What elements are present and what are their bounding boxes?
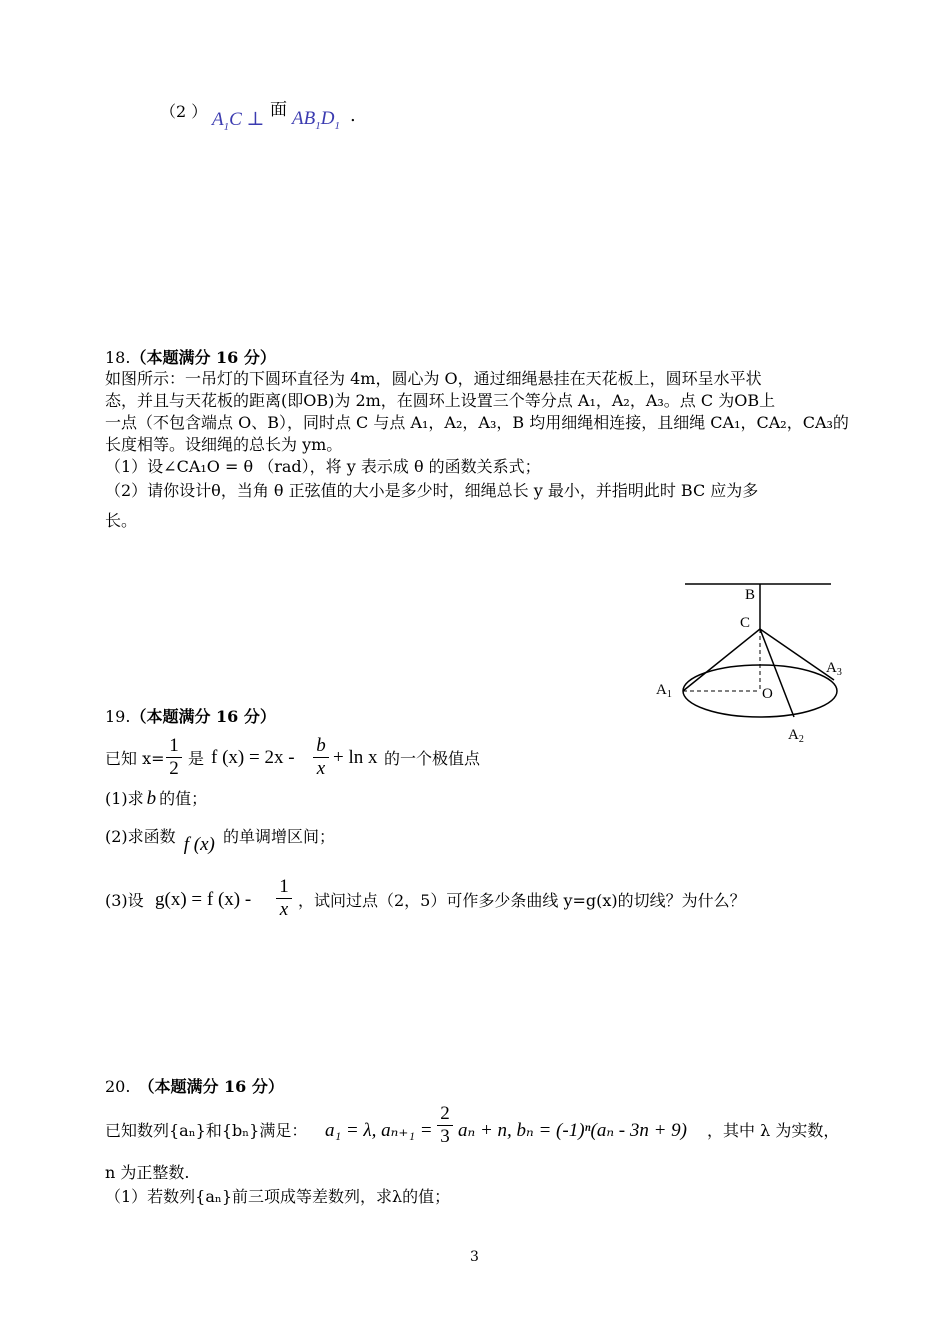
q20-given-suffix: ，其中 λ 为实数， bbox=[707, 1121, 840, 1140]
label-a1: $A_1$ bbox=[656, 682, 672, 700]
q18-part2a: （2）请你设计θ，当角 θ 正弦值的大小是多少时，细绳总长 y 最小，并指明此时 BC 应为多 bbox=[105, 481, 759, 500]
q19-heading: 19.（本题满分 16 分） bbox=[105, 707, 276, 726]
label-b: B bbox=[745, 587, 756, 603]
q18-line1: 如图所示：一吊灯的下圆环直径为 4m，圆心为 O，通过细绳悬挂在天花板上，圆环呈水平状 bbox=[105, 369, 762, 388]
q20-part1: （1）若数列{aₙ}前三项成等差数列，求λ的值； bbox=[105, 1187, 451, 1206]
perp-symbol: ⊥ bbox=[246, 109, 265, 130]
q17-c: C bbox=[229, 109, 242, 130]
chandelier-figure bbox=[650, 575, 870, 755]
q19-half-fraction: $\frac{1}{2}$ bbox=[166, 735, 182, 780]
q18-body bbox=[105, 368, 850, 532]
q20-fraction: $\frac{2}{3}$ bbox=[437, 1103, 453, 1148]
q18-line4: 长度相等。设细绳的总长为 ym。 bbox=[105, 435, 343, 454]
q20-eq-right: aₙ + n, bₙ = (-1)ⁿ(aₙ - 3n + 9) bbox=[458, 1120, 688, 1141]
rope-ca1 bbox=[683, 629, 760, 691]
q19-part3-fraction: $\frac{1}{x}$ bbox=[276, 876, 292, 921]
q20-line2: n 为正整数. bbox=[105, 1163, 190, 1182]
q17-part2-label: （2 ） bbox=[160, 102, 208, 121]
q17-a: A bbox=[212, 109, 224, 130]
q19-given-prefix: 已知 x= bbox=[105, 749, 165, 768]
q18-line2: 态，并且与天花板的距离(即OB)为 2m，在圆环上设置三个等分点 A₁，A₂，A₃。点 C 为OB上 bbox=[105, 391, 776, 410]
page-number: 3 bbox=[470, 1249, 479, 1265]
q19-b-fraction: $\frac{b}{x}$ bbox=[313, 735, 329, 780]
q18-line3: 一点（不包含端点 O、B），同时点 C 与点 A₁，A₂，A₃，B 均用细绳相连接，且细绳 CA₁，CA₂，CA₃的 bbox=[105, 413, 849, 432]
rope-ca2 bbox=[760, 629, 794, 717]
q20-heading: 20. （本题满分 16 分） bbox=[105, 1077, 284, 1096]
q19-fx-right: + ln x bbox=[333, 747, 378, 768]
label-a3: $A_3$ bbox=[826, 660, 842, 678]
q19-part1: (1)求 b 的值； bbox=[105, 788, 208, 809]
q20-eq-left: a₁ = λ, aₙ₊₁ = bbox=[325, 1120, 433, 1141]
label-a2: $A_2$ bbox=[788, 727, 804, 745]
q19-fx-left: f (x) = 2x - bbox=[211, 747, 295, 768]
q17-period: . bbox=[350, 105, 356, 126]
q18-heading: 18.（本题满分 16 分） bbox=[105, 348, 276, 367]
q19-part3-prefix: (3)设 bbox=[105, 891, 144, 910]
rope-ca3 bbox=[760, 629, 834, 680]
q19-part2: (2)求函数 f (x) 的单调增区间； bbox=[105, 827, 335, 855]
q20-given-prefix: 已知数列{aₙ}和{bₙ}满足： bbox=[105, 1121, 308, 1140]
q19-part3-gx: g(x) = f (x) - bbox=[155, 889, 252, 910]
q19-part3-suffix: ，试问过点（2，5）可作多少条曲线 y=g(x)的切线？为什么？ bbox=[298, 891, 746, 910]
q19-is: 是 bbox=[188, 749, 205, 768]
q17-face: 面 bbox=[270, 100, 287, 120]
q17-formula: $A_1C$ ⊥ bbox=[212, 109, 265, 133]
q18-part1: （1）设∠CA₁O = θ （rad），将 y 表示成 θ 的函数关系式； bbox=[105, 457, 541, 476]
q18-part2b: 长。 bbox=[105, 511, 138, 530]
q19-given-suffix: 的一个极值点 bbox=[384, 749, 481, 768]
q17-plane: $AB_1D_1$ bbox=[292, 108, 340, 132]
label-c: C bbox=[740, 615, 751, 631]
label-o: O bbox=[762, 686, 773, 702]
